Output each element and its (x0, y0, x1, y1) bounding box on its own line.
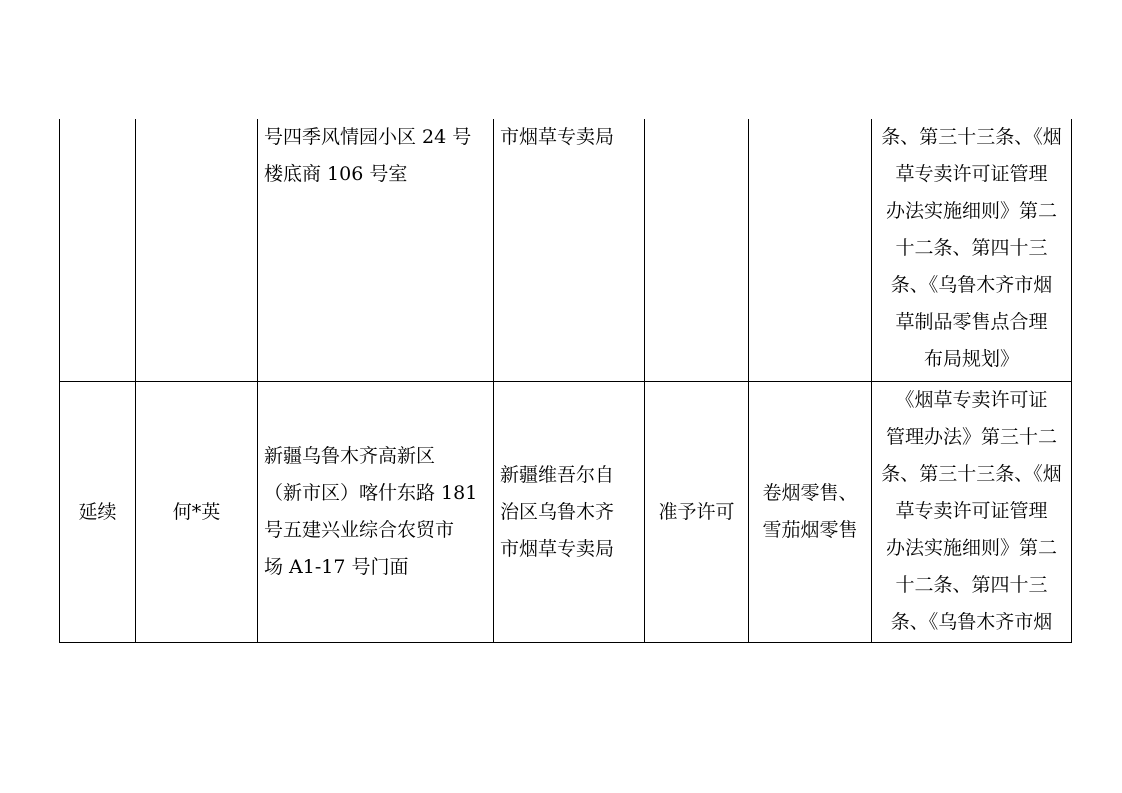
license-type-cell (60, 119, 136, 382)
address-line: 新疆乌鲁木齐高新区 (264, 445, 436, 467)
address-line: （新市区）喀什东路 181 (264, 482, 478, 504)
authority-line: 新疆维吾尔自 (500, 463, 615, 486)
legal-basis-cell (872, 119, 1072, 382)
basis-line: 草制品零售点合理 (895, 311, 1048, 333)
authority-line: 市烟草专卖局 (500, 126, 615, 148)
address-line: 号五建兴业综合农贸市 (264, 519, 455, 541)
basis-line: 条、《乌鲁木齐市烟 (890, 611, 1053, 633)
address-line: 场 A1-17 号门面 (264, 556, 409, 578)
table-row (60, 119, 1072, 382)
authority-line: 治区乌鲁木齐 (500, 500, 615, 523)
basis-line: 十二条、第四十三 (895, 237, 1048, 259)
scope-cell (749, 119, 872, 382)
authority-line: 市烟草专卖局 (500, 537, 615, 560)
license-type-cell: 延续 (60, 382, 136, 643)
table-row (60, 382, 1072, 643)
basis-line: 办法实施细则》第二 (885, 200, 1057, 222)
decision-cell: 准予许可 (645, 382, 749, 643)
basis-line: 布局规划》 (923, 348, 1019, 370)
basis-line: 办法实施细则》第二 (885, 537, 1057, 559)
basis-line: 草专卖许可证管理 (895, 163, 1048, 185)
applicant-cell: 何*英 (136, 382, 258, 643)
authority-cell (494, 382, 645, 643)
authority-cell (494, 119, 645, 382)
address-cell (258, 119, 494, 382)
basis-line: 条、第三十三条、《烟 (881, 463, 1062, 485)
scope-line: 雪茄烟零售 (762, 519, 858, 541)
basis-line: 草专卖许可证管理 (895, 500, 1048, 522)
scope-cell (749, 382, 872, 643)
address-cell (258, 382, 494, 643)
legal-basis-cell (872, 382, 1072, 643)
decision-cell (645, 119, 749, 382)
basis-line: 条、第三十三条、《烟 (881, 126, 1062, 148)
license-table (59, 119, 1072, 643)
basis-line: 《烟草专卖许可证 (895, 389, 1048, 411)
address-line: 楼底商 106 号室 (264, 163, 408, 185)
scope-line: 卷烟零售、 (762, 482, 858, 504)
address-line: 号四季风情园小区 24 号 (264, 126, 472, 148)
basis-line: 条、《乌鲁木齐市烟 (890, 274, 1053, 296)
basis-line: 十二条、第四十三 (895, 574, 1048, 596)
basis-line: 管理办法》第三十二 (885, 426, 1057, 448)
applicant-cell (136, 119, 258, 382)
